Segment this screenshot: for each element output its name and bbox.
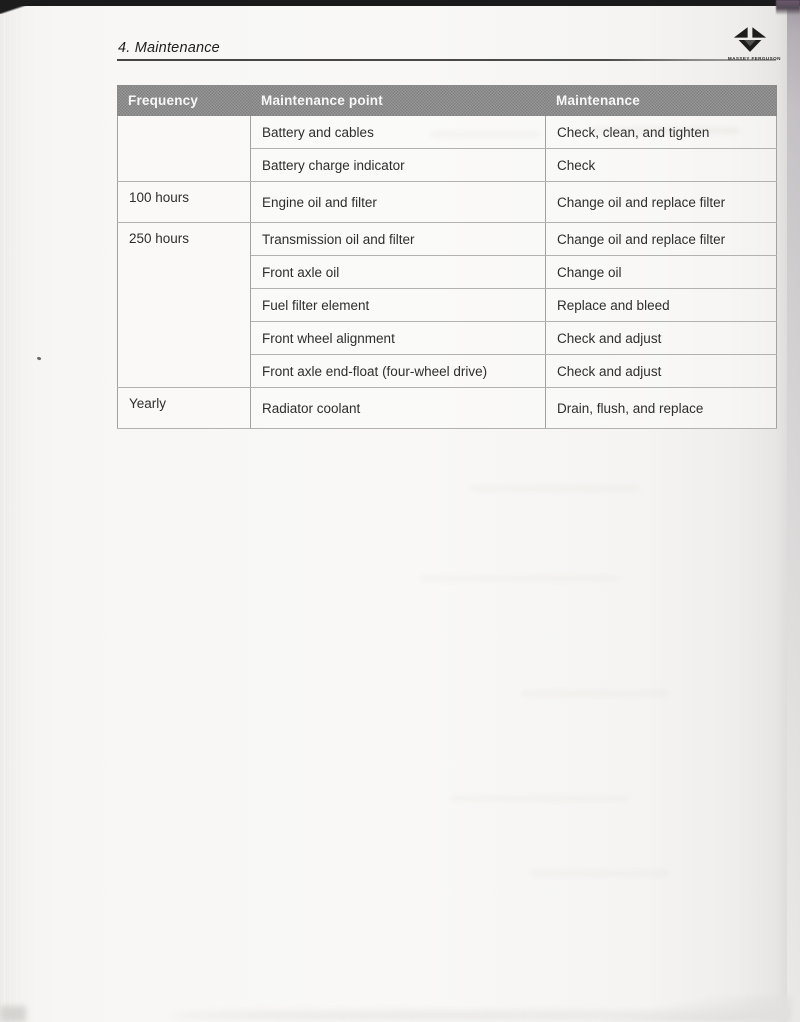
frequency-cell: Yearly (118, 388, 251, 429)
scan-corner-shadow (776, 0, 800, 15)
header-rule (117, 59, 776, 61)
ink-bleed-smudge (470, 485, 640, 492)
frequency-cell: 250 hours (118, 223, 251, 388)
maintenance-point-cell: Fuel filter element (251, 289, 546, 322)
column-header-maintenance: Maintenance (546, 86, 777, 116)
scan-speck (37, 356, 42, 360)
ink-bleed-smudge (430, 131, 540, 138)
page-curl-shadow (787, 0, 800, 1022)
maintenance-point-cell: Battery and cables (251, 116, 546, 149)
maintenance-action-cell: Check and adjust (546, 322, 777, 355)
maintenance-point-cell: Radiator coolant (251, 388, 546, 429)
table-header-row (118, 86, 777, 116)
ink-bleed-smudge (420, 575, 620, 582)
column-header-maintenance-point: Maintenance point (251, 86, 546, 116)
maintenance-table-body (118, 116, 777, 429)
triple-triangle-icon (731, 27, 769, 54)
massey-ferguson-logo (726, 27, 781, 62)
ink-bleed-smudge (520, 690, 670, 697)
frequency-cell (118, 116, 251, 182)
frequency-cell: 100 hours (118, 182, 251, 223)
table-row (118, 223, 777, 256)
maintenance-action-cell: Change oil (546, 256, 777, 289)
ink-bleed-smudge (590, 127, 740, 134)
table-row (118, 182, 777, 223)
maintenance-point-cell: Front axle end-float (four-wheel drive) (251, 355, 546, 388)
book-page-edges (0, 5, 30, 1022)
maintenance-action-cell: Check and adjust (546, 355, 777, 388)
maintenance-action-cell: Change oil and replace filter (546, 223, 777, 256)
brand-wordmark: MASSEY FERGUSON (727, 56, 781, 62)
scanner-top-band (0, 0, 800, 6)
maintenance-point-cell: Battery charge indicator (251, 149, 546, 182)
bottom-right-page-curve (542, 996, 792, 1022)
column-header-frequency: Frequency (118, 86, 251, 116)
maintenance-action-cell: Check, clean, and tighten (546, 116, 777, 149)
table-row (118, 388, 777, 429)
maintenance-point-cell: Transmission oil and filter (251, 223, 546, 256)
ink-bleed-smudge (530, 870, 670, 877)
maintenance-action-cell: Check (546, 149, 777, 182)
maintenance-action-cell: Drain, flush, and replace (546, 388, 777, 429)
maintenance-point-cell: Front axle oil (251, 256, 546, 289)
maintenance-point-cell: Engine oil and filter (251, 182, 546, 223)
maintenance-point-cell: Front wheel alignment (251, 322, 546, 355)
maintenance-action-cell: Change oil and replace filter (546, 182, 777, 223)
page-title: 4. Maintenance (118, 40, 220, 56)
maintenance-action-cell: Replace and bleed (546, 289, 777, 322)
ink-bleed-smudge (450, 795, 630, 802)
scanner-top-band-corner (0, 0, 42, 14)
bottom-left-shadow (0, 1006, 26, 1022)
